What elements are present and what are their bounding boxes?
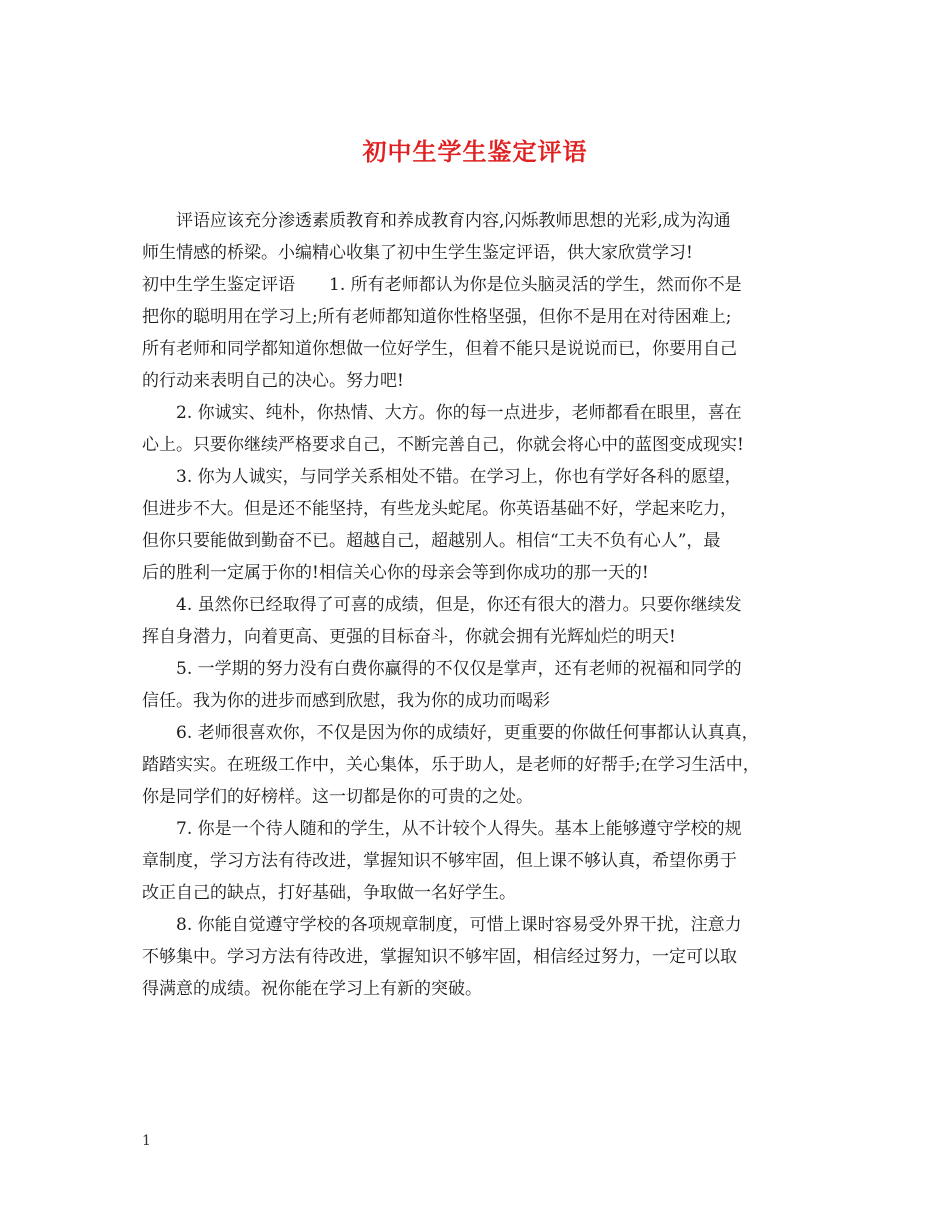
evaluation-paragraph	[142, 653, 812, 717]
evaluation-list	[142, 269, 812, 1005]
paragraph-line: 挥自身潜力，向着更高、更强的目标奋斗，你就会拥有光辉灿烂的明天!	[142, 627, 676, 647]
paragraph-line: 初中生学生鉴定评语 1. 所有老师都认为你是位头脑灵活的学生，然而你不是	[142, 275, 742, 295]
evaluation-paragraph	[142, 717, 812, 813]
evaluation-paragraph	[142, 269, 812, 397]
paragraph-line: 2. 你诚实、纯朴，你热情、大方。你的每一点进步，老师都看在眼里，喜在	[176, 403, 742, 423]
paragraph-line: 你是同学们的好榜样。这一切都是你的可贵的之处。	[142, 787, 533, 807]
paragraph-line: 但进步不大。但是还不能坚持，有些龙头蛇尾。你英语基础不好，学起来吃力，	[142, 499, 737, 519]
document-title: 初中生学生鉴定评语	[362, 137, 588, 166]
intro-paragraph	[142, 205, 812, 269]
intro-line: 评语应该充分渗透素质教育和养成教育内容,闪烁教师思想的光彩,成为沟通	[176, 211, 731, 231]
evaluation-paragraph	[142, 813, 812, 909]
paragraph-line: 改正自己的缺点，打好基础，争取做一名好学生。	[142, 883, 516, 903]
page-number: 1	[142, 1133, 151, 1149]
evaluation-paragraph	[142, 909, 812, 1005]
evaluation-paragraph	[142, 461, 812, 589]
paragraph-line: 5. 一学期的努力没有白费你赢得的不仅仅是掌声，还有老师的祝福和同学的	[176, 659, 742, 679]
paragraph-line: 把你的聪明用在学习上;所有老师都知道你性格坚强，但你不是用在对待困难上;	[142, 307, 732, 327]
paragraph-line: 8. 你能自觉遵守学校的各项规章制度，可惜上课时容易受外界干扰，注意力	[176, 915, 742, 935]
evaluation-paragraph	[142, 397, 812, 461]
document-body	[142, 205, 812, 1005]
evaluation-paragraph	[142, 589, 812, 653]
paragraph-line: 后的胜利一定属于你的!相信关心你的母亲会等到你成功的那一天的!	[142, 563, 649, 583]
paragraph-line: 7. 你是一个待人随和的学生，从不计较个人得失。基本上能够遵守学校的规	[176, 819, 742, 839]
paragraph-line: 3. 你为人诚实，与同学关系相处不错。在学习上，你也有学好各科的愿望，	[176, 467, 742, 487]
paragraph-line: 不够集中。学习方法有待改进，掌握知识不够牢固，相信经过努力，一定可以取	[142, 947, 737, 967]
paragraph-line: 6. 老师很喜欢你，不仅是因为你的成绩好，更重要的你做任何事都认认真真，	[176, 723, 759, 743]
paragraph-line: 心上。只要你继续严格要求自己，不断完善自己，你就会将心中的蓝图变成现实!	[142, 435, 744, 455]
paragraph-line: 所有老师和同学都知道你想做一位好学生，但着不能只是说说而已，你要用自己	[142, 339, 737, 359]
paragraph-line: 信任。我为你的进步而感到欣慰，我为你的成功而喝彩	[142, 691, 550, 711]
paragraph-line: 踏踏实实。在班级工作中，关心集体，乐于助人，是老师的好帮手;在学习生活中，	[142, 755, 760, 775]
paragraph-line: 章制度，学习方法有待改进，掌握知识不够牢固，但上课不够认真，希望你勇于	[142, 851, 737, 871]
intro-line: 师生情感的桥梁。小编精心收集了初中生学生鉴定评语，供大家欣赏学习!	[142, 243, 693, 263]
paragraph-line: 得满意的成绩。祝你能在学习上有新的突破。	[142, 979, 482, 999]
paragraph-line: 4. 虽然你已经取得了可喜的成绩，但是，你还有很大的潜力。只要你继续发	[176, 595, 742, 615]
paragraph-line: 但你只要能做到勤奋不已。超越自己，超越别人。相信“工夫不负有心人”，最	[142, 531, 721, 551]
paragraph-line: 的行动来表明自己的决心。努力吧!	[142, 371, 404, 391]
